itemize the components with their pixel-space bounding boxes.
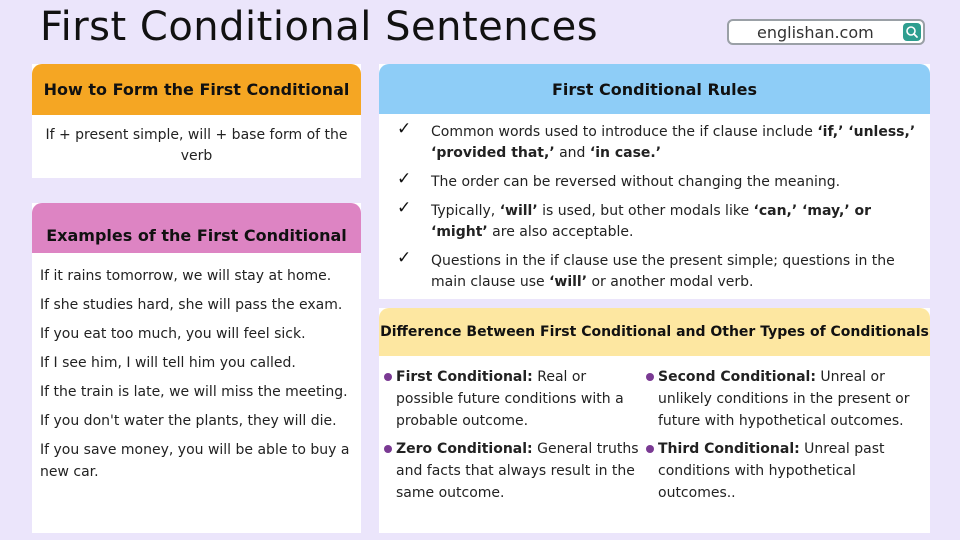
rule-text: are also acceptable. <box>487 224 634 240</box>
difference-item <box>383 366 643 432</box>
difference-term: Third Conditional: <box>658 441 800 457</box>
example-item: If you save money, you will be able to buy a new car. <box>40 442 350 480</box>
check-icon: ✓ <box>397 248 412 268</box>
bullet-dot <box>646 445 654 453</box>
rules-list <box>379 119 922 301</box>
rules-card <box>379 64 930 299</box>
difference-item <box>645 438 925 504</box>
rule-text: Questions in the if clause use the present simple; questions in the main clause use <box>431 253 895 290</box>
search-box[interactable] <box>727 19 925 45</box>
check-icon: ✓ <box>397 119 412 139</box>
example-item: If you eat too much, you will feel sick. <box>40 326 306 342</box>
examples-heading: Examples of the First Conditional <box>32 203 361 253</box>
difference-desc: Real or possible future conditions with a probable outcome. <box>396 369 624 429</box>
search-icon <box>903 23 921 41</box>
form-body: If + present simple, will + base form of the verb <box>45 127 348 164</box>
example-item: If you don't water the plants, they will die. <box>40 413 337 429</box>
difference-left-column <box>383 366 643 510</box>
difference-item <box>383 438 643 504</box>
rules-heading: First Conditional Rules <box>379 64 930 114</box>
bullet-dot <box>384 373 392 381</box>
search-button[interactable] <box>903 23 921 41</box>
rule-text: The order can be reversed without changing the meaning. <box>431 174 841 190</box>
rule-text: or another modal verb. <box>587 274 754 290</box>
examples-card <box>32 203 361 533</box>
example-item: If it rains tomorrow, we will stay at home. <box>40 268 332 284</box>
rule-bold: ‘will’ <box>499 203 538 219</box>
form-heading: How to Form the First Conditional <box>32 64 361 115</box>
rule-text: is used, but other modals like <box>537 203 754 219</box>
difference-card <box>379 308 930 533</box>
bullet-dot <box>384 445 392 453</box>
rule-bold: ‘will’ <box>549 274 588 290</box>
difference-desc: General truths and facts that always result in the same outcome. <box>396 441 639 501</box>
bullet-dot <box>646 373 654 381</box>
difference-item <box>645 366 925 432</box>
example-item: If I see him, I will tell him you called. <box>40 355 296 371</box>
rule-item <box>379 248 922 293</box>
rule-bold: ‘if,’ ‘unless,’ ‘provided that,’ <box>431 124 916 161</box>
rule-bold: ‘in case.’ <box>589 145 662 161</box>
difference-desc: Unreal past conditions with hypothetical outcomes.. <box>658 441 885 501</box>
check-icon: ✓ <box>397 169 412 189</box>
page-title: First Conditional Sentences <box>40 4 599 50</box>
difference-term: Second Conditional: <box>658 369 816 385</box>
difference-right-column <box>645 366 925 510</box>
check-icon: ✓ <box>397 198 412 218</box>
rule-item <box>379 169 922 193</box>
example-item: If she studies hard, she will pass the exam. <box>40 297 343 313</box>
example-item: If the train is late, we will miss the meeting. <box>40 384 348 400</box>
rule-text: Typically, <box>431 203 500 219</box>
rule-item <box>379 119 922 164</box>
search-text: englishan.com <box>757 23 874 42</box>
form-card <box>32 64 361 178</box>
difference-term: First Conditional: <box>396 369 533 385</box>
rule-item <box>379 198 922 243</box>
difference-term: Zero Conditional: <box>396 441 533 457</box>
rule-bold: ‘can,’ ‘may,’ or ‘might’ <box>431 203 872 240</box>
rule-text: Common words used to introduce the if clause include <box>431 124 818 140</box>
examples-list <box>40 265 355 490</box>
difference-desc: Unreal or unlikely conditions in the present or future with hypothetical outcomes. <box>658 369 910 429</box>
rule-text: and <box>554 145 590 161</box>
difference-heading: Difference Between First Conditional and Other Types of Conditionals <box>379 308 930 356</box>
